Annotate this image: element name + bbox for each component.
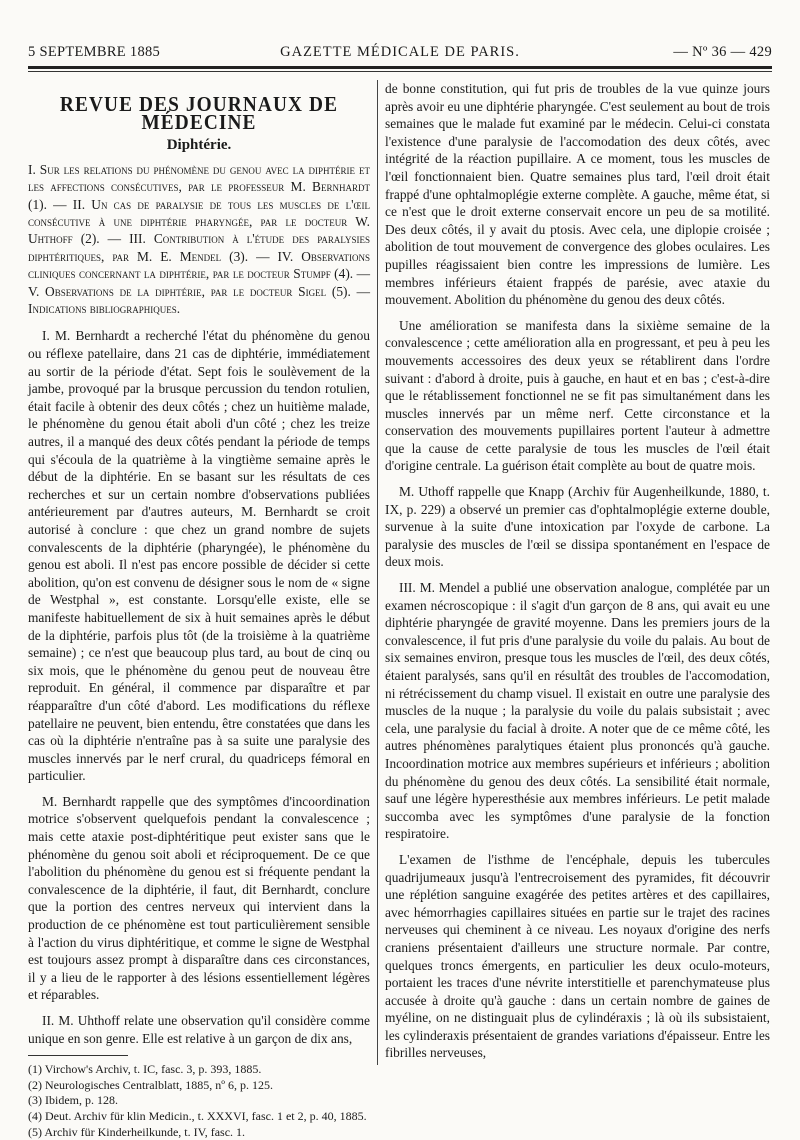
right-column (385, 80, 770, 1070)
section-summary: I. Sur les relations du phénomène du genou avec la diphtérie et les affections consécutives, par le professeur M. Bernhardt (1). — II. Un cas de paralysie de tous les muscles de l'œil consécutive à une diphtérie pharyngée, par le docteur W. Uhthoff (2). — III. Contribution à l'étude des paralysies diphtéritiques, par M. E. Mendel (3). — IV. Observations cliniques concernant la diphtérie, par le docteur Stumpf (4). — V. Observations de la diphtérie, par le docteur Sigel (5). — Indications bibliographiques. (28, 161, 370, 317)
revue-title: REVUE DES JOURNAUX DE MÉDECINE (59, 92, 339, 134)
paragraph-uhthoff-case: de bonne constitution, qui fut pris de troubles de la vue quinze jours après avoir eu une diphtérie pharyngée. C'est seulement au bout de trois semaines que le malade fut examiné par le médecin. Celui-ci constata l'existence d'une paralysie de l'accomodation des deux côtés, avec intégrité de la réaction pupillaire. A ce moment, tous les muscles de l'œil fonctionnaient bien. Quatre semaines plus tard, l'œil droit était frappé d'une ophtalmoplégie externe complète. A gauche, même état, si ce n'est que le droit externe conservait encore un peu de sa motilité. Des deux côtés, il y avait du ptosis. Avec cela, une diplopie croisée ; abolition de tout mouvement de convergence des globes oculaires. Les pupilles réagissaient bien contre les impressions de lumière. Les membres inférieurs étaient frappés de parésie, avec ataxie du mouvement. Abolition du phénomène du genou des deux côtés. (385, 81, 770, 308)
page-header (28, 44, 772, 62)
paragraph-bernhardt-1: I. M. Bernhardt a recherché l'état du phénomène du genou ou réflexe patellaire, dans 21 cas de diphtérie, immédiatement au sortir de la période d'état. Sept fois le soulèvement de la jambe, provoqué par la brusque percussion du tendon rotulien, était facile à obtenir des deux côtés ; chez un huitième malade, le phénomène du genou était aboli d'un côté ; chez les treize autres, il a manqué des deux côtés pendant la période de temps qui s'écoula de la quatrième à la vingtième semaine après le début de la diphtérie. En se basant sur les résultats de ces recherches et sur un certain nombre d'observations publiées antérieurement par d'autres auteurs, M. Bernhardt se croit autorisé à conclure : que chez un grand nombre de sujets convalescents de la diphtérie (pharyngée), le phénomène du genou est aboli. Il n'est pas encore possible de décider si cette abolition, qu'on est convenu de désigner sous le nom de « signe de Westphal », est constante. Lorsqu'elle existe, elle se manifeste habituellement de six à huit semaines après le début de la diphtérie, parfois plus tôt (de la troisième à la quatrième semaine) ; ce n'est que beaucoup plus tard, au bout de cinq ou six mois, que le phénomène du genou peut de nouveau être reproduit. En général, il commence par disparaître et par réapparaître d'un côté d'abord. Les modifications du réflexe patellaire ne peuvent, bien entendu, être constatées que dans les cas où la diphtérie n'entraîne pas à sa suite une paralysie des muscles innervés par le nerf crural, du quadriceps fémoral en particulier. (28, 328, 370, 784)
header-rule-thin (28, 71, 772, 72)
header-date: 5 SEPTEMBRE 1885 (28, 44, 161, 60)
column-divider (377, 80, 378, 1065)
footnote-5: (5) Archiv für Kinderheilkunde, t. IV, fasc. 1. (28, 1124, 246, 1139)
paragraph-amelioration: Une amélioration se manifesta dans la sixième semaine de la convalescence ; cette amélioration alla en progressant, et peu à peu les mouvements accessoires des deux yeux se rétablirent dans l'ordre suivant : d'abord à droite, puis à gauche, en haut et en bas ; c'est-à-dire que le rétablissement fonctionnel ne se fit pas simultanément dans les muscles innervés par un même nerf. Cette circonstance et la conservation des mouvements pupillaires portent l'auteur à admettre que la cause de cette paralysie de tous les muscles de l'œil était d'origine centrale. La guérison était complète au bout de quatre mois. (385, 317, 770, 474)
footnote-2: (2) Neurologisches Centralblatt, 1885, nº 6, p. 125. (28, 1077, 274, 1092)
header-rule-thick (28, 66, 772, 69)
footnote-1: (1) Virchow's Archiv, t. IC, fasc. 3, p. 393, 1885. (28, 1062, 262, 1077)
footnote-rule (28, 1055, 128, 1056)
footnote-4: (4) Deut. Archiv für klin Medicin., t. XXXVI, fasc. 1 et 2, p. 40, 1885. (28, 1108, 367, 1123)
section-title: Diphtérie. (166, 137, 232, 154)
header-issue-number: — Nº 36 — 429 (673, 44, 772, 60)
paragraph-mendel: III. M. Mendel a publié une observation analogue, complétée par un examen nécroscopique : il s'agit d'un garçon de 8 ans, qui avait eu une diphtérie pharyngée de gravité moyenne. Dans les premiers jours de la convalescence, il fut pris d'une paralysie du voile du palais. Au bout de six semaines environ, presque tous les muscles de l'œil, des deux côtés, étaient paralysés, sans qu'il en résultât des troubles de l'accomodation, ni rétrécissement du champ visuel. Il existait en outre une paralysie des muscles de la nuque ; la paralysie du voile du palais subsistait ; avec cela, une paralysie du facial à droite. A noter que de ce même côté, les autres phénomènes paralytiques étaient plus prononcés qu'à gauche. Incoordination motrice aux membres supérieurs et inférieurs ; abolition du phénomène du genou des deux côtés. La sensibilité était normale, sauf une légère hyperesthésie aux membres inférieurs. Le petit malade succomba avec les symptômes d'une paralysie de la fonction respiratoire. (385, 580, 770, 842)
footnote-3: (3) Ibidem, p. 128. (28, 1093, 118, 1108)
paragraph-examen: L'examen de l'isthme de l'encéphale, depuis les tubercules quadrijumeaux jusqu'à l'entrecroisement des pyramides, fit découvrir une réplétion sanguine exagérée des petites artères et des capillaires, avec hémorrhagies capillaires situées en partie sur le trajet des racines nerveuses qui cheminent à ce niveau. Les noyaux d'origine des nerfs craniens présentaient d'ailleurs une structure normale. Par contre, quelques troncs émergents, en particulier les deux oculo-moteurs, portaient les traces d'une névrite interstitielle et parenchymateuse plus accusée à droite qu'à gauche : dans un certain nombre de gaines de myéline, on ne distinguait plus de cylindéraxis ; là où ils subsistaient, les cylinderaxis présentaient de grandes variations d'épaisseur. Entre les fibrilles nerveuses, (385, 851, 770, 1061)
paragraph-bernhardt-2: M. Bernhardt rappelle que des symptômes d'incoordination motrice s'observent quelquefois pendant la convalescence ; mais cette ataxie post-diphtéritique peut exister sans que le phénomène du genou soit aboli et réciproquement. De ce que l'abolition du phénomène du genou est si fréquente pendant la convalescence de la diphtérie, il faut, dit Bernhardt, conclure que la portion des centres nerveux qui intervient dans la production de ce phénomène est tout particulièrement sensible à l'action du virus diphtéritique, et comme le signe de Westphal est toujours assez prompt à disparaître dans ces circonstances, il y a lieu de le rapporter à des lésions essentiellement légères et réparables. (28, 793, 370, 1003)
header-journal-title: GAZETTE MÉDICALE DE PARIS. (280, 44, 520, 60)
paragraph-knapp: M. Uthoff rappelle que Knapp (Archiv für Augenheilkunde, 1880, t. IX, p. 229) a observé un premier cas d'ophtalmoplégie externe double, survenue à la suite d'une intoxication par l'oxyde de carbone. La paralysie des muscles de l'œil se dissipa spontanément en l'espace de deux mois. (385, 484, 770, 570)
left-column (28, 80, 370, 1140)
footnotes (28, 1062, 370, 1140)
paragraph-uhthoff-intro: II. M. Uhthoff relate une observation qu'il considère comme unique en son genre. Elle est relative à un garçon de dix ans, (28, 1013, 370, 1046)
